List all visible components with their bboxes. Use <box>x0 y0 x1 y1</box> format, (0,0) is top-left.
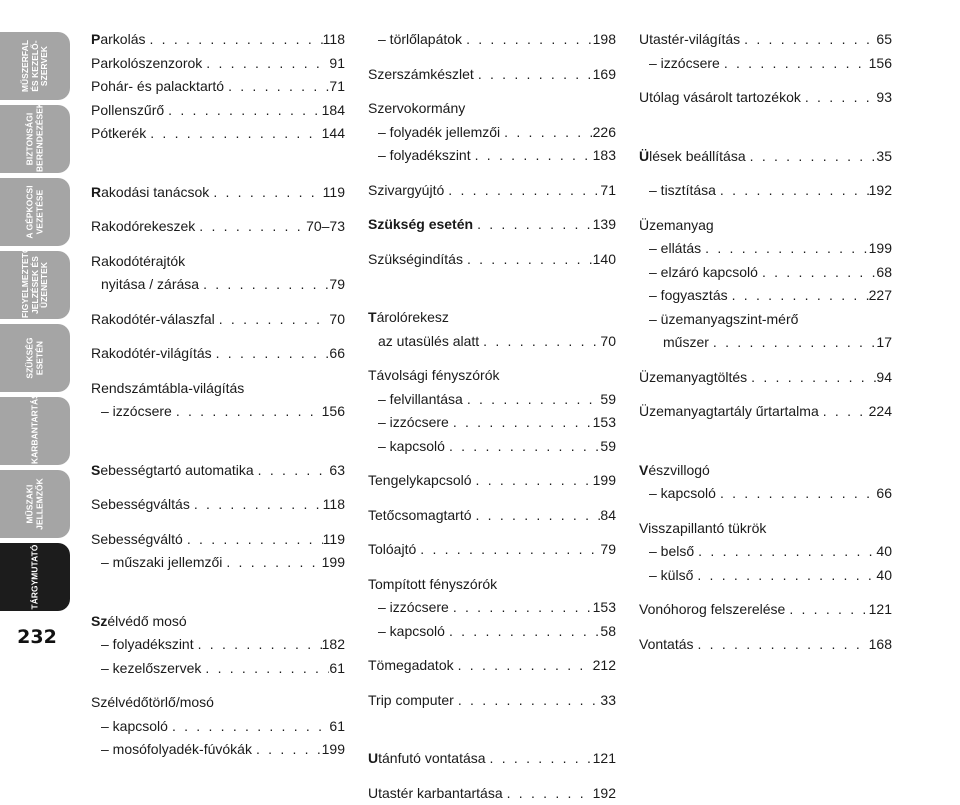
index-term: – elzáró kapcsoló <box>649 261 758 285</box>
index-column-2 <box>368 28 616 805</box>
index-page: 184 <box>322 99 345 123</box>
index-page: 212 <box>593 654 616 678</box>
index-term: Parkolószenzorok <box>91 52 202 76</box>
index-entry[interactable] <box>639 52 892 76</box>
index-term: Üzemanyagtöltés <box>639 366 747 390</box>
index-page: 199 <box>593 469 616 493</box>
index-entry[interactable] <box>368 330 616 354</box>
index-page: 192 <box>869 179 892 203</box>
index-entry[interactable] <box>91 493 345 517</box>
index-term: Pollenszűrő <box>91 99 164 123</box>
index-entry[interactable] <box>368 213 616 237</box>
index-page: 156 <box>869 52 892 76</box>
page-number: 232 <box>7 626 67 648</box>
index-term: Rakodótér-válaszfal <box>91 308 215 332</box>
index-entry[interactable] <box>91 308 345 332</box>
index-page: 59 <box>600 388 616 412</box>
index-entry[interactable] <box>91 75 345 99</box>
index-page: 35 <box>876 145 892 169</box>
index-entry[interactable] <box>368 144 616 168</box>
index-term: Szükség esetén <box>368 213 473 237</box>
index-term: Üzemanyagtartály űrtartalma <box>639 400 819 424</box>
index-term: az utasülés alatt <box>378 330 479 354</box>
index-term: Utastér karbantartása <box>368 782 503 805</box>
index-entry[interactable] <box>91 551 345 575</box>
index-page: 169 <box>593 63 616 87</box>
index-entry[interactable] <box>91 215 345 239</box>
index-page: 140 <box>593 248 616 272</box>
index-page: 198 <box>593 28 616 52</box>
index-column-3 <box>639 28 892 656</box>
tab-emergency[interactable] <box>0 324 70 392</box>
index-heading: Visszapillantó tükrök <box>639 517 892 541</box>
index-page: 71 <box>600 179 616 203</box>
index-initial: S <box>91 462 100 478</box>
index-entry[interactable] <box>368 248 616 272</box>
tab-label: TÁRGYMUTATÓ <box>30 544 40 610</box>
index-entry[interactable] <box>91 99 345 123</box>
index-term: észvillogó <box>648 462 709 478</box>
index-term: – izzócsere <box>101 400 172 424</box>
index-page: 70–73 <box>306 215 345 239</box>
index-entry[interactable] <box>91 400 345 424</box>
index-entry[interactable] <box>91 657 345 681</box>
index-term: árolórekesz <box>377 309 449 325</box>
index-page: 139 <box>593 213 616 237</box>
index-term: – kapcsoló <box>101 715 168 739</box>
index-page: 153 <box>593 411 616 435</box>
index-heading: Távolsági fényszórók <box>368 364 616 388</box>
index-page: 121 <box>593 747 616 771</box>
index-entry[interactable] <box>639 540 892 564</box>
index-page: 66 <box>329 342 345 366</box>
index-term: Szerszámkészlet <box>368 63 474 87</box>
index-entry[interactable] <box>368 782 616 805</box>
index-entry[interactable] <box>639 482 892 506</box>
index-column-1 <box>91 28 345 762</box>
index-page: 182 <box>322 633 345 657</box>
index-term: – belső <box>649 540 694 564</box>
index-term: arkolás <box>100 31 145 47</box>
index-initial: T <box>368 309 377 325</box>
index-term: Vontatás <box>639 633 694 657</box>
index-term: lések beállítása <box>649 148 746 164</box>
index-term: – műszaki jellemzői <box>101 551 222 575</box>
index-term: akodási tanácsok <box>101 184 209 200</box>
index-page: 65 <box>876 28 892 52</box>
index-page: 40 <box>876 564 892 588</box>
index-term: – folyadékszint <box>378 144 471 168</box>
index-term: Sebességváltás <box>91 493 190 517</box>
index-entry[interactable] <box>639 145 892 169</box>
index-heading: Szervokormány <box>368 97 616 121</box>
index-term: – felvillantása <box>378 388 463 412</box>
index-entry[interactable] <box>368 28 616 52</box>
index-page: 40 <box>876 540 892 564</box>
index-initial: U <box>368 750 378 766</box>
index-term: – izzócsere <box>649 52 720 76</box>
index-term: ebességtartó automatika <box>100 462 253 478</box>
index-entry[interactable] <box>368 179 616 203</box>
index-page: 118 <box>323 28 345 52</box>
index-page: 118 <box>323 493 345 517</box>
index-term: – kapcsoló <box>378 435 445 459</box>
index-page: 121 <box>869 598 892 622</box>
index-term: Sebességváltó <box>91 528 183 552</box>
index-entry[interactable] <box>368 121 616 145</box>
index-entry[interactable] <box>368 504 616 528</box>
index-page: 199 <box>322 551 345 575</box>
tab-index[interactable] <box>0 543 70 611</box>
index-page: 153 <box>593 596 616 620</box>
index-entry[interactable] <box>368 63 616 87</box>
tab-label: MŰSZAKI JELLEMZŐK <box>26 471 45 537</box>
index-initial: V <box>639 462 648 478</box>
index-initial: P <box>91 31 100 47</box>
index-term: – mosófolyadék-fúvókák <box>101 738 252 762</box>
index-heading: Szélvédőtörlő/mosó <box>91 691 345 715</box>
index-term: Tengelykapcsoló <box>368 469 472 493</box>
index-page: 199 <box>322 738 345 762</box>
index-term: Szivargyújtó <box>368 179 444 203</box>
tab-maintenance[interactable] <box>0 397 70 465</box>
index-entry[interactable] <box>91 738 345 762</box>
tab-specifications[interactable] <box>0 470 70 538</box>
index-term: – folyadékszint <box>101 633 194 657</box>
index-entry[interactable] <box>91 122 345 146</box>
index-page: 63 <box>329 459 345 483</box>
index-page: 59 <box>600 435 616 459</box>
index-term: Vonóhorog felszerelése <box>639 598 785 622</box>
index-entry[interactable] <box>368 411 616 435</box>
index-entry[interactable] <box>91 28 345 52</box>
index-term: – kapcsoló <box>378 620 445 644</box>
section-tabs <box>0 32 70 616</box>
index-term: Tetőcsomagtartó <box>368 504 472 528</box>
index-entry[interactable] <box>91 633 345 657</box>
index-term: – izzócsere <box>378 411 449 435</box>
index-entry[interactable] <box>639 28 892 52</box>
index-page: 66 <box>876 482 892 506</box>
index-entry[interactable] <box>368 747 616 771</box>
index-term: nyitása / zárása <box>101 273 199 297</box>
index-entry[interactable] <box>368 654 616 678</box>
index-page: 79 <box>329 273 345 297</box>
index-page: 68 <box>876 261 892 285</box>
index-entry[interactable] <box>91 181 345 205</box>
index-term: Tolóajtó <box>368 538 416 562</box>
tab-label: FIGYELMEZTETŐ JELZÉSEK ÉS ÜZENETEK <box>21 252 50 318</box>
index-term: műszer <box>663 331 709 355</box>
index-term: – külső <box>649 564 693 588</box>
index-term: élvédő mosó <box>107 613 186 629</box>
index-term: – ellátás <box>649 237 701 261</box>
index-heading <box>639 459 892 483</box>
index-term: – izzócsere <box>378 596 449 620</box>
index-page: 71 <box>329 75 345 99</box>
index-term: – kezelőszervek <box>101 657 201 681</box>
index-initial: R <box>91 184 101 200</box>
index-entry[interactable] <box>91 715 345 739</box>
index-term: – kapcsoló <box>649 482 716 506</box>
index-page: 33 <box>600 689 616 713</box>
index-entry[interactable] <box>639 284 892 308</box>
index-entry[interactable] <box>368 388 616 412</box>
index-page: 61 <box>329 715 345 739</box>
index-page: 94 <box>876 366 892 390</box>
index-page: 183 <box>593 144 616 168</box>
index-entry[interactable] <box>639 598 892 622</box>
index-term: Rakodórekeszek <box>91 215 195 239</box>
index-page: 93 <box>876 86 892 110</box>
index-entry[interactable] <box>368 469 616 493</box>
index-term: tánfutó vontatása <box>378 750 485 766</box>
index-term: Utólag vásárolt tartozékok <box>639 86 801 110</box>
index-page: 61 <box>329 657 345 681</box>
tab-label: KARBANTARTÁS <box>30 398 40 464</box>
index-page: 144 <box>322 122 345 146</box>
index-page: 199 <box>869 237 892 261</box>
index-page: 17 <box>876 331 892 355</box>
index-term: Szükségindítás <box>368 248 463 272</box>
index-page: 168 <box>869 633 892 657</box>
index-term: Utastér-világítás <box>639 28 740 52</box>
index-entry[interactable] <box>639 331 892 355</box>
tab-warnings[interactable] <box>0 251 70 319</box>
index-entry[interactable] <box>639 633 892 657</box>
index-term: – fogyasztás <box>649 284 728 308</box>
index-heading: – üzemanyagszint-mérő <box>639 308 892 332</box>
index-page: 224 <box>869 400 892 424</box>
index-term: Trip computer <box>368 689 454 713</box>
index-term: Pótkerék <box>91 122 146 146</box>
index-entry[interactable] <box>639 400 892 424</box>
tab-controls[interactable] <box>0 32 70 100</box>
tab-label: SZÜKSÉG ESETÉN <box>26 325 45 391</box>
index-entry[interactable] <box>91 459 345 483</box>
index-entry[interactable] <box>368 689 616 713</box>
index-entry[interactable] <box>91 273 345 297</box>
index-heading: Rendszámtábla-világítás <box>91 377 345 401</box>
index-entry[interactable] <box>368 596 616 620</box>
index-term: – tisztítása <box>649 179 716 203</box>
index-heading: Tompított fényszórók <box>368 573 616 597</box>
index-term: – törlőlapátok <box>378 28 462 52</box>
index-page: 58 <box>600 620 616 644</box>
index-page: 84 <box>600 504 616 528</box>
index-page: 79 <box>600 538 616 562</box>
index-term: Tömegadatok <box>368 654 454 678</box>
index-term: – folyadék jellemzői <box>378 121 500 145</box>
index-entry[interactable] <box>639 261 892 285</box>
index-entry[interactable] <box>639 237 892 261</box>
index-entry[interactable] <box>368 435 616 459</box>
index-initial: Sz <box>91 613 107 629</box>
index-heading: Rakodótérajtók <box>91 250 345 274</box>
index-entry[interactable] <box>639 179 892 203</box>
tab-safety[interactable] <box>0 105 70 173</box>
index-heading <box>368 306 616 330</box>
index-entry[interactable] <box>368 620 616 644</box>
tab-label: BIZTONSÁGI BERENDEZÉSEK <box>26 106 45 172</box>
index-page: 91 <box>329 52 345 76</box>
index-page: 226 <box>593 121 616 145</box>
index-page: 70 <box>329 308 345 332</box>
index-entry[interactable] <box>91 528 345 552</box>
index-entry[interactable] <box>368 538 616 562</box>
index-entry[interactable] <box>639 366 892 390</box>
index-page: 156 <box>322 400 345 424</box>
index-page: 119 <box>323 528 345 552</box>
tab-label: MŰSZERFAL ÉS KEZELŐ- SZERVEK <box>21 33 50 99</box>
index-page: 227 <box>869 284 892 308</box>
index-heading <box>91 610 345 634</box>
index-entry[interactable] <box>91 52 345 76</box>
index-initial: Ü <box>639 148 649 164</box>
tab-label: A GÉPKOCSI VEZETÉSE <box>26 179 45 245</box>
index-term: Pohár- és palacktartó <box>91 75 224 99</box>
tab-driving[interactable] <box>0 178 70 246</box>
index-page: 70 <box>600 330 616 354</box>
index-page: 192 <box>593 782 616 805</box>
index-heading: Üzemanyag <box>639 214 892 238</box>
index-entry[interactable] <box>91 342 345 366</box>
index-page: 119 <box>323 181 345 205</box>
index-entry[interactable] <box>639 564 892 588</box>
index-entry[interactable] <box>639 86 892 110</box>
index-term: Rakodótér-világítás <box>91 342 212 366</box>
